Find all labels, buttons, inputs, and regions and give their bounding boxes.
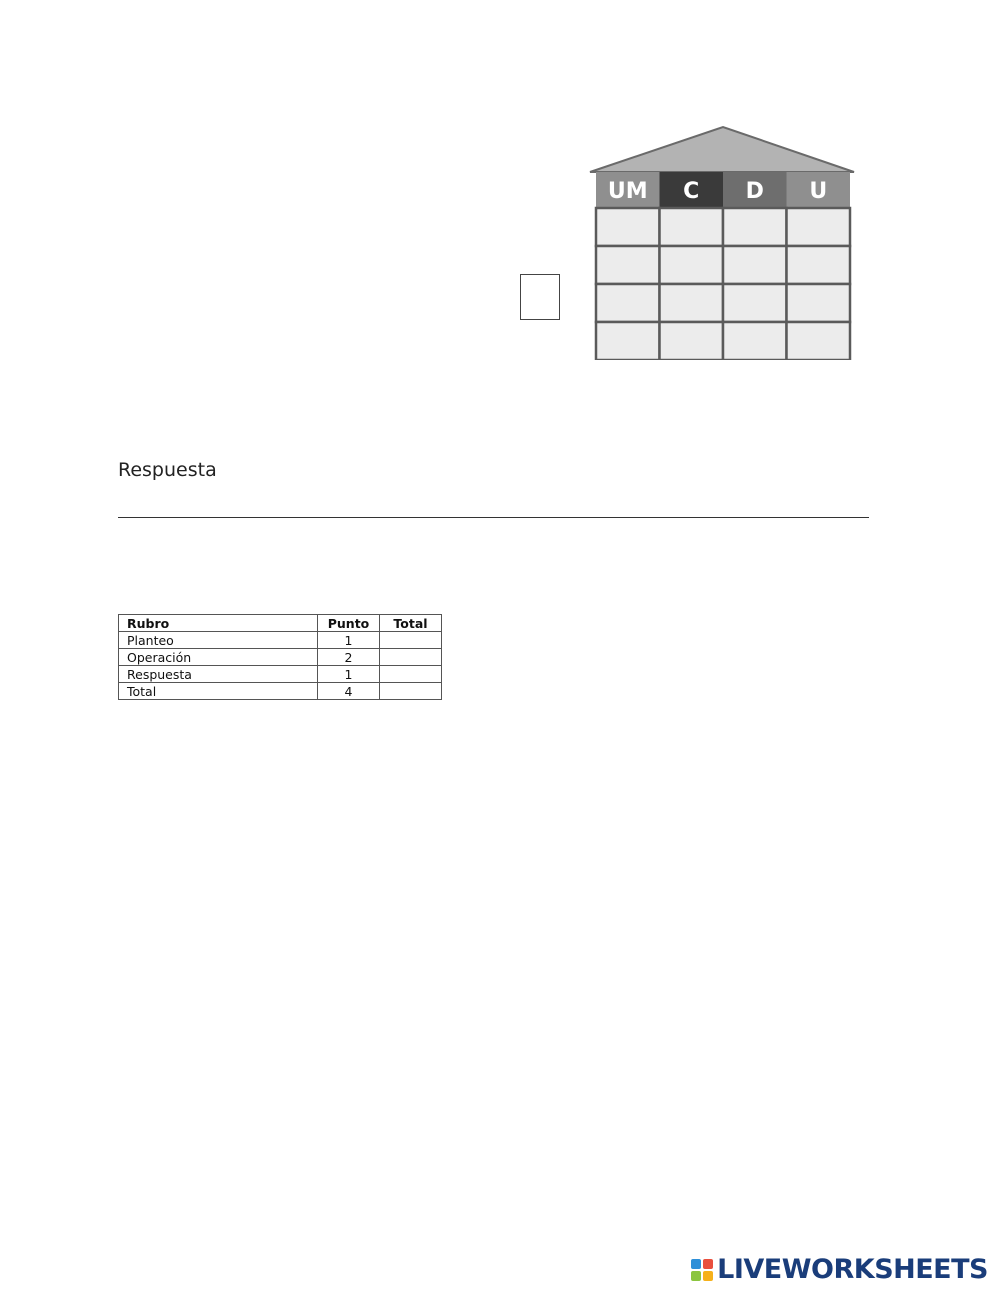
rubro-cell: Total [119, 683, 318, 700]
table-row [119, 632, 442, 649]
table-row [119, 666, 442, 683]
place-value-cell[interactable] [787, 246, 851, 284]
place-value-cell[interactable] [723, 246, 787, 284]
place-value-cell[interactable] [787, 284, 851, 322]
logo-tile [691, 1259, 701, 1269]
answer-line[interactable] [118, 517, 869, 518]
place-value-cell[interactable] [723, 208, 787, 246]
place-value-cell[interactable] [787, 322, 851, 360]
logo-tile [703, 1259, 713, 1269]
rubro-cell: Respuesta [119, 666, 318, 683]
table-row [119, 649, 442, 666]
place-value-cell[interactable] [596, 322, 660, 360]
place-value-cell[interactable] [787, 208, 851, 246]
place-value-cell[interactable] [596, 208, 660, 246]
liveworksheets-logo [691, 1254, 988, 1285]
place-value-cell[interactable] [660, 246, 724, 284]
rubric-header-row [119, 615, 442, 632]
table-row [119, 683, 442, 700]
place-value-cell[interactable] [596, 246, 660, 284]
total-cell [380, 666, 442, 683]
place-value-header-label: C [683, 179, 700, 204]
place-value-header-label: U [809, 179, 828, 204]
place-value-cell[interactable] [660, 208, 724, 246]
logo-tile [703, 1271, 713, 1281]
rubric-header-rubro: Rubro [119, 615, 318, 632]
rubric-header-total: Total [380, 615, 442, 632]
place-value-header-label: D [745, 179, 764, 204]
punto-cell: 1 [318, 666, 380, 683]
total-cell [380, 683, 442, 700]
punto-cell: 2 [318, 649, 380, 666]
place-value-cell[interactable] [660, 322, 724, 360]
place-value-house-chart [588, 124, 858, 360]
rubro-cell: Planteo [119, 632, 318, 649]
rubro-cell: Operación [119, 649, 318, 666]
total-cell [380, 632, 442, 649]
rubric-header-punto: Punto [318, 615, 380, 632]
house-roof [590, 127, 854, 172]
punto-cell: 1 [318, 632, 380, 649]
logo-tiles-icon [691, 1259, 713, 1281]
answer-label: Respuesta [118, 459, 217, 481]
rubric-table [118, 614, 442, 700]
place-value-header-label: UM [607, 179, 648, 204]
logo-tile [691, 1271, 701, 1281]
logo-text: LIVEWORKSHEETS [717, 1254, 988, 1285]
place-value-cell[interactable] [660, 284, 724, 322]
total-cell [380, 649, 442, 666]
place-value-cell[interactable] [596, 284, 660, 322]
answer-input-box[interactable] [520, 274, 560, 320]
place-value-cell[interactable] [723, 322, 787, 360]
place-value-cell[interactable] [723, 284, 787, 322]
punto-cell: 4 [318, 683, 380, 700]
